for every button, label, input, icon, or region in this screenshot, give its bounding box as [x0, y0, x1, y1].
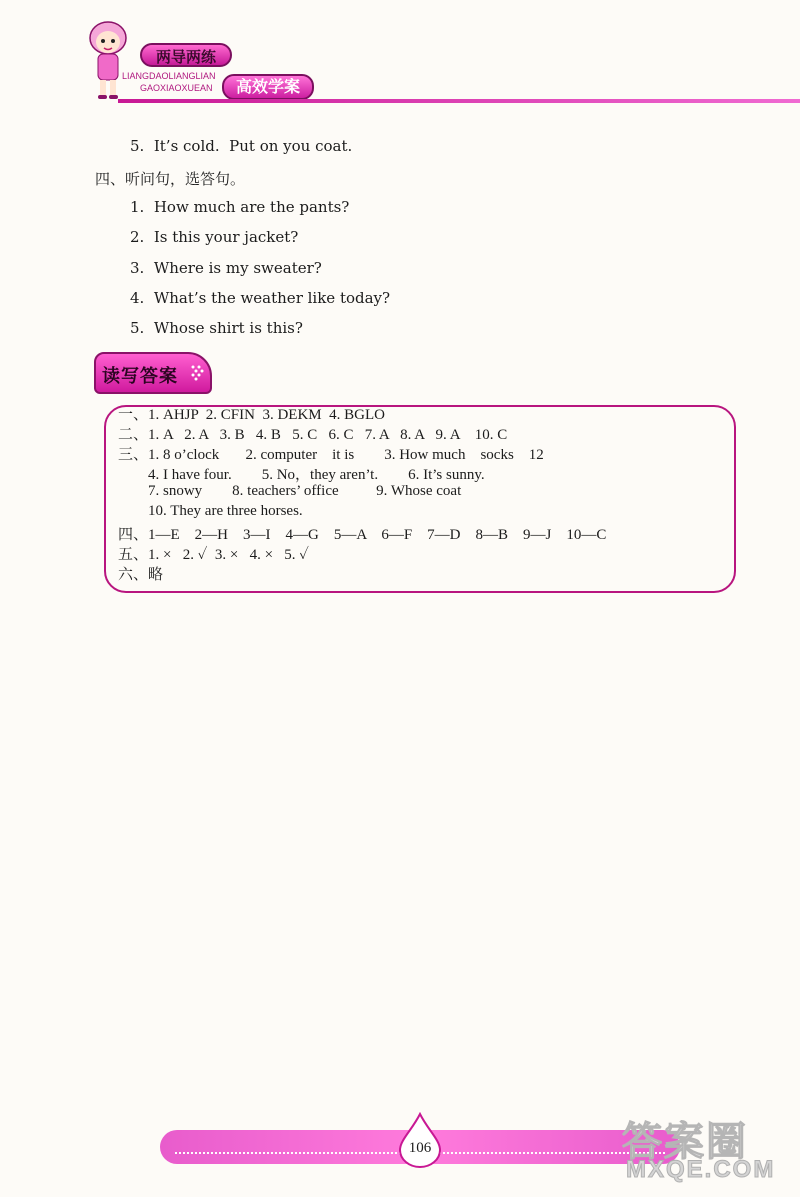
answer-line: 7. snowy 8. teachers’ office 9. Whose coat [118, 483, 462, 499]
section-title: 四、听问句，选答句。 [95, 170, 246, 188]
question-item: 1. How much are the pants? [130, 198, 350, 216]
answer-line: 10. They are three horses. [118, 503, 303, 519]
page-header [0, 0, 800, 110]
answer-line: 4. I have four. 5. No，they aren’t. 6. It’s sunny. [118, 467, 485, 483]
answer-line: 一、1. AHJP 2. CFIN 3. DEKM 4. BGLO [118, 407, 385, 423]
page-number: 106 [408, 1140, 432, 1156]
answer-line: 四、1—E 2—H 3—I 4—G 5—A 6—F 7—D 8—B 9—J 10—C [118, 527, 607, 543]
subtitle-badge: 高效学案 [222, 74, 314, 100]
answer-tab-label: 读写答案 [102, 366, 178, 387]
answer-tab [94, 352, 212, 394]
question-item: 2. Is this your jacket? [130, 228, 299, 246]
answer-line: 六、略 [118, 567, 164, 583]
header-divider [118, 99, 800, 103]
dots-decoration-icon [190, 364, 204, 382]
watermark-logo [622, 1110, 782, 1186]
watermark-text: 答案圈 [622, 1119, 748, 1165]
question-item: 5. Whose shirt is this? [130, 319, 303, 337]
answer-line: 三、1. 8 o’clock 2. computer it is 3. How much socks 12 [118, 447, 544, 463]
question-item: 4. What’s the weather like today? [130, 289, 391, 307]
listening-item-5: 5. It’s cold. Put on you coat. [130, 137, 353, 155]
watermark-url: MXQE.COM [626, 1156, 776, 1183]
answer-line: 二、1. A 2. A 3. B 4. B 5. C 6. C 7. A 8. A 9. A 10. C [118, 427, 508, 443]
subtitle-pinyin: GAOXIAOXUEAN [140, 83, 213, 93]
brand-badge: 两导两练 [140, 43, 232, 67]
answer-line: 五、1. × 2. ✓ 3. × 4. × 5. ✓ [118, 547, 309, 563]
question-item: 3. Where is my sweater? [130, 259, 322, 277]
brand-pinyin: LIANGDAOLIANGLIAN [122, 71, 216, 81]
cartoon-girl-icon [78, 18, 138, 102]
